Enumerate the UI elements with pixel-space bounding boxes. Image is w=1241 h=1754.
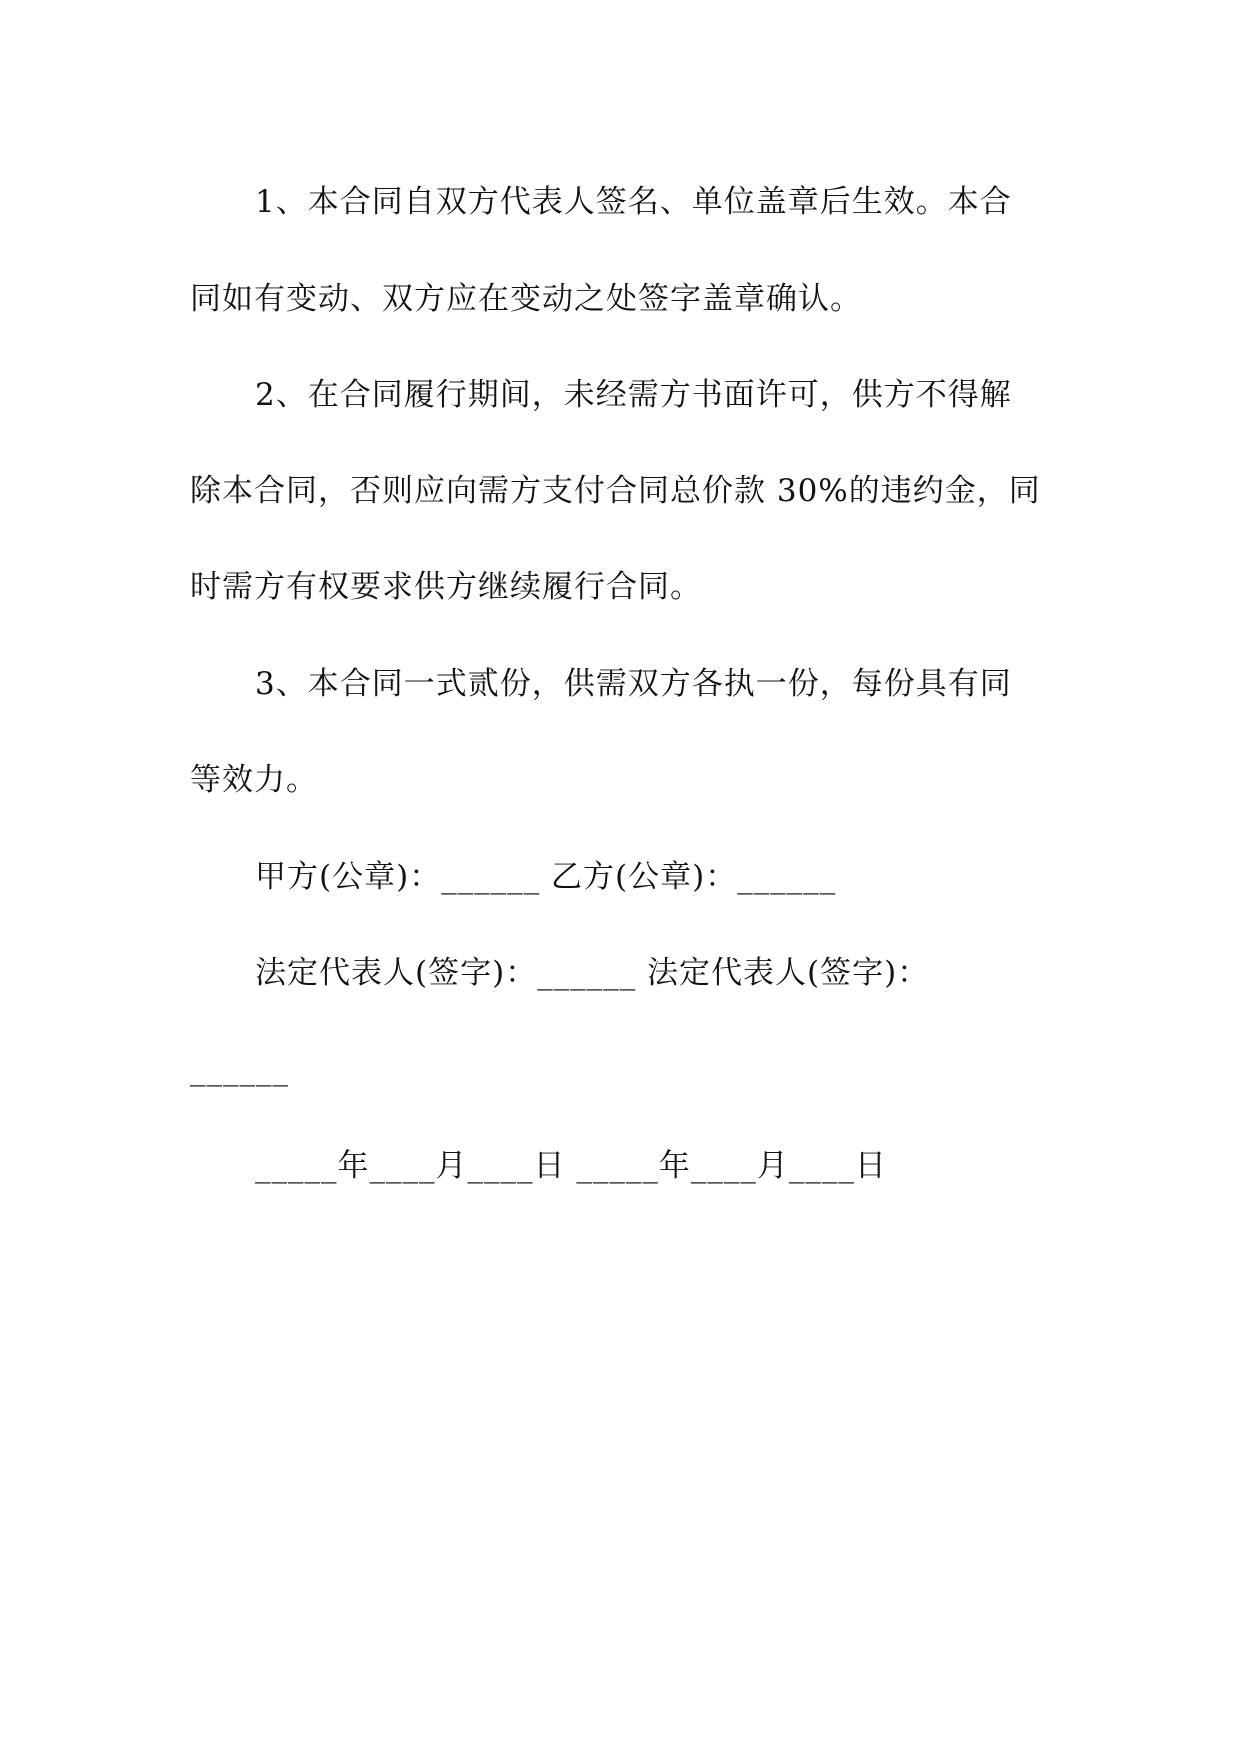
legal-rep-signature-line: 法定代表人(签字)：______ 法定代表人(签字)： [255,955,930,991]
legal-rep-signature-blank: ______ [190,1051,289,1087]
clause-2-line-2: 除本合同，否则应向需方支付合同总价款 30%的违约金，同 [190,473,1041,509]
clause-2-line-3: 时需方有权要求供方继续履行合同。 [190,569,702,605]
clause-1-line-1: 1、本合同自双方代表人签名、单位盖章后生效。本合 [255,184,1012,220]
date-line: _____年____月____日 _____年____月____日 [255,1148,887,1184]
clause-2-line-1: 2、在合同履行期间，未经需方书面许可，供方不得解 [255,377,1012,413]
clause-3-line-1: 3、本合同一式贰份，供需双方各执一份，每份具有同 [255,666,1012,702]
clause-3-line-2: 等效力。 [190,762,318,798]
party-seal-line: 甲方(公章)：______ 乙方(公章)：______ [255,859,837,895]
clause-1-line-2: 同如有变动、双方应在变动之处签字盖章确认。 [190,281,862,317]
